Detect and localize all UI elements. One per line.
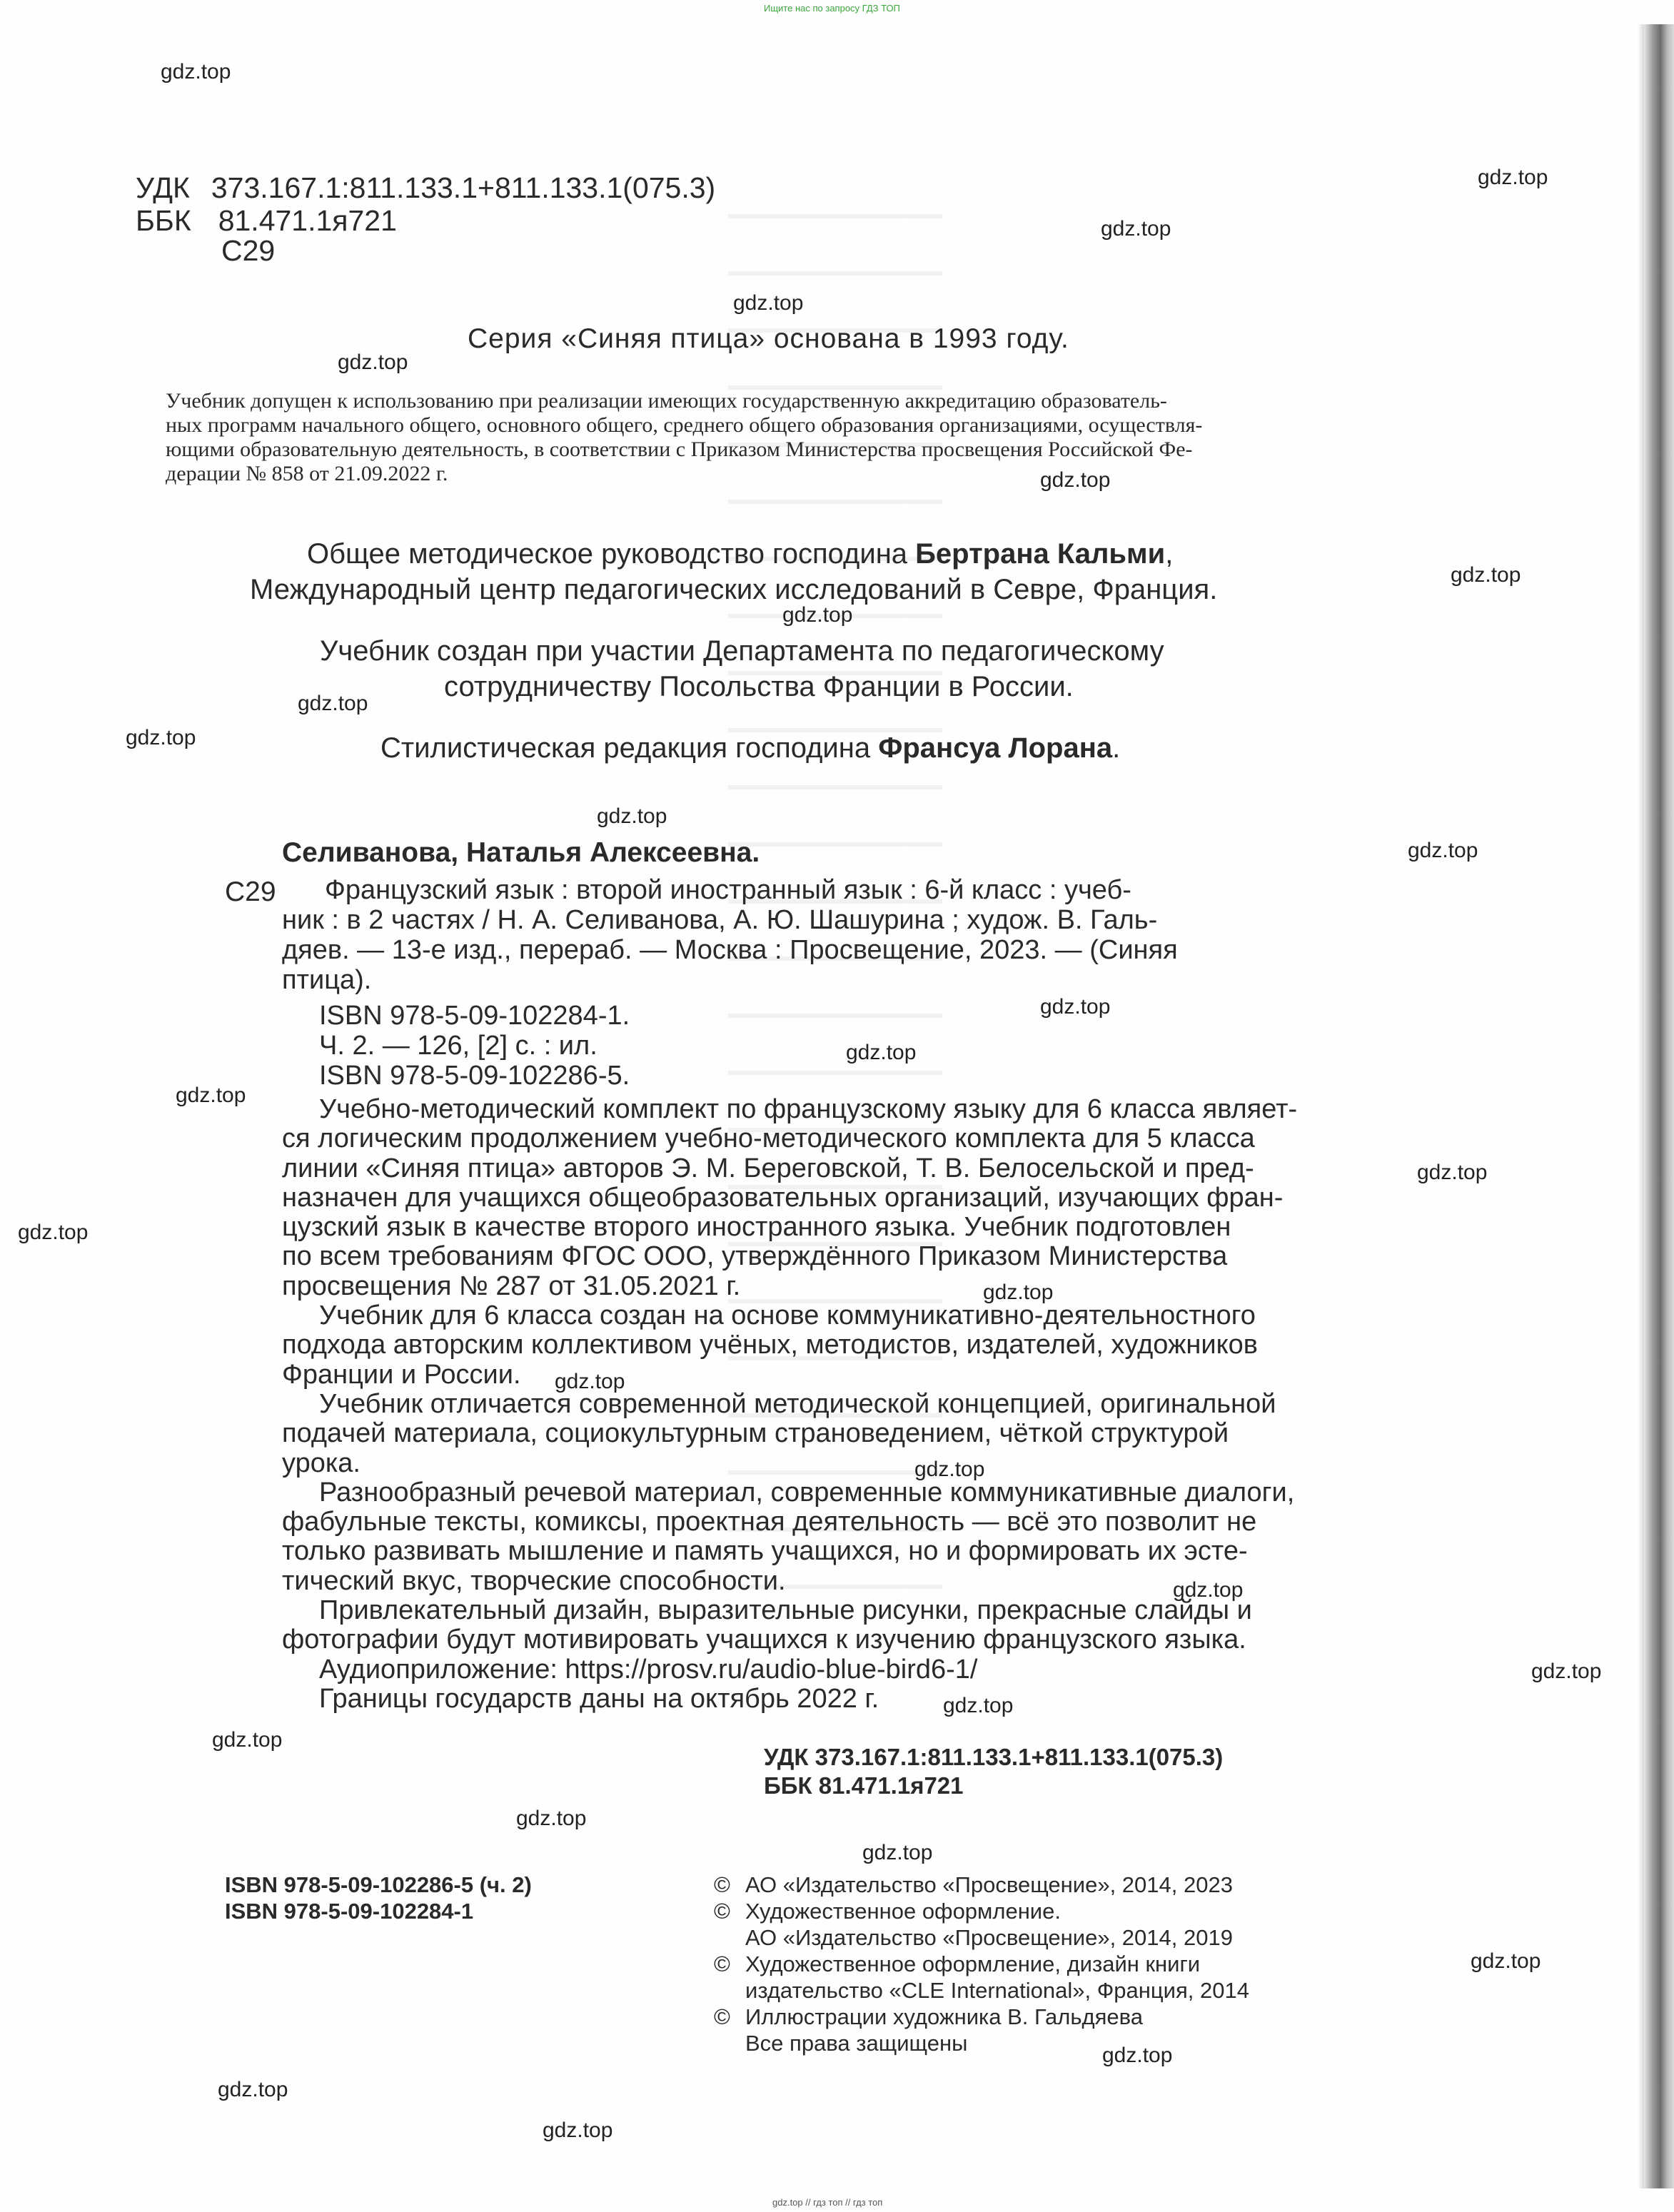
catalog-desc-cont bbox=[282, 905, 1178, 995]
credits-line-3: Учебник создан при участии Департамента по педагогическому bbox=[320, 635, 1164, 667]
annotation-line: цузский язык в качестве второго иностранного языка. Учебник подготовлен bbox=[282, 1212, 1231, 1243]
annotation-line: фабульные тексты, комиксы, проектная деятельность — всё это позволит не bbox=[282, 1507, 1257, 1537]
copyright-text: Все права защищены bbox=[745, 2031, 968, 2056]
watermark: gdz.top bbox=[782, 603, 853, 627]
annotation-line: подачей материала, социокультурным страноведением, чёткой структурой bbox=[282, 1418, 1229, 1449]
annotation-line: просвещения № 287 от 31.05.2021 г. bbox=[282, 1271, 741, 1301]
watermark: gdz.top bbox=[597, 804, 667, 828]
annotation-line: урока. bbox=[282, 1448, 360, 1478]
isbn-set: ISBN 978-5-09-102284-1 bbox=[225, 1899, 474, 1924]
isbn-part2: ISBN 978-5-09-102286-5 (ч. 2) bbox=[225, 1872, 532, 1897]
isbn-block bbox=[225, 1872, 532, 1924]
watermark: gdz.top bbox=[1040, 468, 1111, 492]
watermark: gdz.top bbox=[1408, 839, 1478, 862]
credits-line-2: Международный центр педагогических исследований в Севре, Франция. bbox=[250, 574, 1218, 605]
copyright-symbol: © bbox=[714, 2004, 730, 2029]
watermark: gdz.top bbox=[543, 2118, 613, 2142]
catalog-author: Селиванова, Наталья Алексеевна. bbox=[282, 837, 760, 868]
bbk-value: 81.471.1я721 bbox=[218, 204, 397, 237]
watermark: gdz.top bbox=[914, 1458, 985, 1481]
watermark: gdz.top bbox=[218, 2078, 288, 2101]
watermark: gdz.top bbox=[733, 291, 804, 315]
watermark: gdz.top bbox=[1101, 217, 1171, 241]
annotation-line: назначен для учащихся общеобразовательных организаций, изучающих фран- bbox=[282, 1182, 1284, 1213]
annotation-line: Учебно-методический комплект по французскому языку для 6 класса являет- bbox=[319, 1094, 1298, 1124]
annotation-line: Франции и России. bbox=[282, 1359, 521, 1390]
watermark: gdz.top bbox=[943, 1694, 1014, 1717]
watermark: gdz.top bbox=[298, 692, 368, 715]
annotation-line: по всем требованиям ФГОС ООО, утверждённого Приказом Министерства bbox=[282, 1241, 1228, 1272]
watermark: gdz.top bbox=[126, 726, 196, 749]
footer-note: gdz.top // гдз топ // гдз топ bbox=[772, 2197, 883, 2208]
bottom-classification bbox=[764, 1743, 1223, 1800]
annotation-line: Учебник для 6 класса создан на основе коммуникативно-деятельностного bbox=[319, 1301, 1256, 1331]
credits-text: Общее методическое руководство господина bbox=[307, 538, 916, 570]
watermark: gdz.top bbox=[1478, 166, 1548, 189]
watermark: gdz.top bbox=[1102, 2044, 1173, 2067]
copyright-line bbox=[714, 1924, 1249, 1951]
watermark: gdz.top bbox=[161, 60, 231, 84]
book-spine-edge bbox=[1644, 24, 1674, 2188]
watermark: gdz.top bbox=[1451, 563, 1521, 587]
editor-name: Франсуа Лорана bbox=[878, 732, 1113, 764]
page-curl-shadow bbox=[1638, 24, 1644, 2188]
approval-line: ных программ начального общего, основного общего, среднего общего образования организациями, осуществля- bbox=[166, 413, 1203, 437]
watermark: gdz.top bbox=[176, 1084, 246, 1107]
credits-line-4: сотрудничеству Посольства Франции в России. bbox=[444, 671, 1074, 702]
watermark: gdz.top bbox=[338, 350, 408, 374]
watermark: gdz.top bbox=[18, 1221, 89, 1244]
copyright-symbol: © bbox=[714, 1872, 730, 1897]
udk-value: 373.167.1:811.133.1+811.133.1(075.3) bbox=[211, 171, 716, 204]
catalog-isbn: ISBN 978-5-09-102284-1. bbox=[319, 1001, 630, 1031]
catalog-desc-line: птица). bbox=[282, 965, 372, 995]
bottom-bbk: ББК 81.471.1я721 bbox=[764, 1772, 964, 1799]
bbk-label: ББК bbox=[136, 204, 191, 237]
annotation-line: тический вкус, творческие способности. bbox=[282, 1565, 786, 1596]
watermark: gdz.top bbox=[1040, 995, 1111, 1019]
watermark: gdz.top bbox=[983, 1281, 1054, 1304]
watermark: gdz.top bbox=[1531, 1660, 1602, 1683]
copyright-line bbox=[714, 1951, 1249, 1977]
copyright-text: Иллюстрации художника В. Гальдяева bbox=[745, 2004, 1144, 2029]
author-code: С29 bbox=[221, 234, 276, 267]
udk-label: УДК bbox=[136, 171, 190, 204]
credits-text: Стилистическая редакция господина bbox=[380, 732, 879, 764]
catalog-desc-line: ник : в 2 частях / Н. А. Селиванова, А. Ю. Шашурина ; худож. В. Галь- bbox=[282, 905, 1158, 935]
copyright-line bbox=[714, 1872, 1249, 1898]
watermark: gdz.top bbox=[555, 1370, 625, 1393]
catalog-part: Ч. 2. — 126, [2] с. : ил. bbox=[319, 1031, 598, 1061]
annotation-line: подхода авторским коллективом учёных, методистов, издателей, художников bbox=[282, 1330, 1258, 1360]
copyright-text: АО «Издательство «Просвещение», 2014, 2023 bbox=[745, 1872, 1233, 1897]
credits-line-1 bbox=[307, 538, 1173, 570]
copyright-text: АО «Издательство «Просвещение», 2014, 2019 bbox=[745, 1925, 1233, 1950]
bbk-line bbox=[136, 204, 397, 238]
annotation-line: только развивать мышление и память учащихся, но и формировать их эсте- bbox=[282, 1536, 1248, 1567]
annotation-line: Учебник отличается современной методической концепцией, оригинальной bbox=[319, 1388, 1276, 1419]
watermark: gdz.top bbox=[1471, 1949, 1541, 1973]
annotation-line: линии «Синяя птица» авторов Э. М. Береговской, Т. В. Белосельской и пред- bbox=[282, 1153, 1254, 1183]
catalog-isbn: ISBN 978-5-09-102286-5. bbox=[319, 1061, 630, 1091]
annotation bbox=[282, 1095, 1297, 1714]
annotation-line: Привлекательный дизайн, выразительные рисунки, прекрасные слайды и bbox=[319, 1595, 1252, 1626]
annotation-line: фотографии будут мотивировать учащихся к изучению французского языка. bbox=[282, 1625, 1246, 1655]
copyright-line bbox=[714, 1977, 1249, 2004]
watermark: gdz.top bbox=[862, 1841, 933, 1864]
supervisor-name: Бертрана Кальми bbox=[915, 538, 1166, 570]
copyright-symbol: © bbox=[714, 1899, 730, 1924]
copyright-symbol: © bbox=[714, 1951, 730, 1976]
copyright-text: Художественное оформление. bbox=[745, 1899, 1061, 1924]
catalog-desc-line: Французский язык : второй иностранный язык : 6-й класс : учеб- bbox=[325, 875, 1131, 905]
watermark: gdz.top bbox=[1173, 1578, 1244, 1602]
catalog-isbn-block bbox=[319, 1001, 630, 1091]
catalog-desc bbox=[325, 875, 1131, 905]
annotation-line: Аудиоприложение: https://prosv.ru/audio-blue-bird6-1/ bbox=[319, 1654, 978, 1685]
watermark: gdz.top bbox=[1417, 1161, 1488, 1184]
watermark: gdz.top bbox=[212, 1728, 283, 1752]
approval-line: ющими образовательную деятельность, в соответствии с Приказом Министерства просвещения Российской Фе- bbox=[166, 438, 1193, 461]
watermark: gdz.top bbox=[846, 1041, 917, 1064]
top-note: Ищите нас по запросу ГДЗ ТОП bbox=[764, 3, 900, 14]
series-line: Серия «Синяя птица» основана в 1993 году. bbox=[468, 323, 1069, 354]
catalog-desc-line: дяев. — 13-е изд., перераб. — Москва : Просвещение, 2023. — (Синяя bbox=[282, 935, 1178, 965]
copyright-block bbox=[714, 1872, 1249, 2056]
annotation-line: Разнообразный речевой материал, современные коммуникативные диалоги, bbox=[319, 1477, 1295, 1508]
approval-line: Учебник допущен к использованию при реализации имеющих государственную аккредитацию образователь- bbox=[166, 389, 1167, 413]
credits-line-5 bbox=[380, 732, 1120, 764]
catalog-code: С29 bbox=[225, 877, 276, 907]
watermark: gdz.top bbox=[516, 1807, 587, 1830]
credits-punct: , bbox=[1165, 538, 1174, 570]
copyright-text: Художественное оформление, дизайн книги bbox=[745, 1951, 1201, 1976]
copyright-line bbox=[714, 2004, 1249, 2030]
annotation-line: Границы государств даны на октябрь 2022 г. bbox=[319, 1683, 879, 1714]
copyright-line bbox=[714, 1898, 1249, 1924]
bottom-udk: УДК 373.167.1:811.133.1+811.133.1(075.3) bbox=[764, 1744, 1224, 1770]
approval-text bbox=[166, 389, 1493, 486]
copyright-text: издательство «CLE International», Франция, 2014 bbox=[745, 1978, 1249, 2003]
credits-punct: . bbox=[1112, 732, 1121, 764]
approval-line: дерации № 858 от 21.09.2022 г. bbox=[166, 462, 448, 485]
annotation-line: ся логическим продолжением учебно-методического комплекта для 5 класса bbox=[282, 1123, 1255, 1154]
udk-line bbox=[136, 171, 715, 205]
